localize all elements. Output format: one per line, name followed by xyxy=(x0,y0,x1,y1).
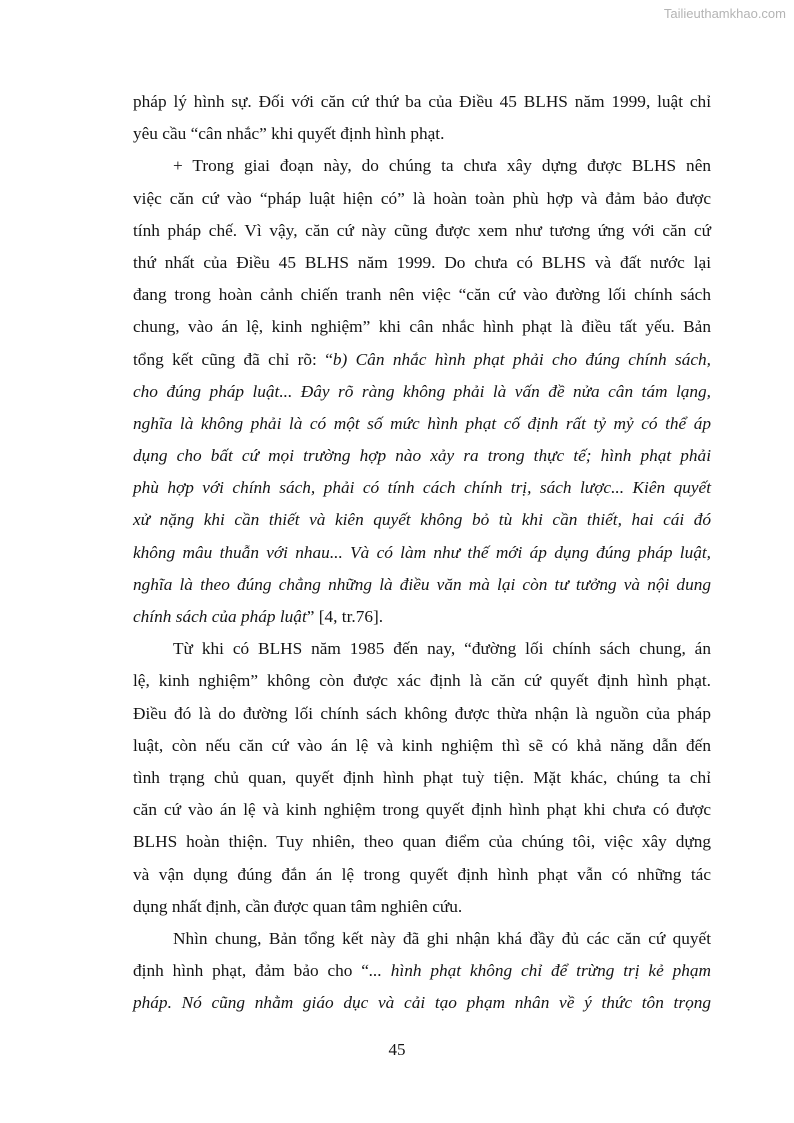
text-run: thứ nhất của Điều 45 BLHS năm 1999. Do chưa có BLHS và đất nước lại xyxy=(133,252,711,272)
text-line xyxy=(133,344,711,376)
italic-run: xử nặng khi cần thiết và kiên quyết không bỏ tù khi cần thiết, hai cái đó xyxy=(133,510,711,530)
text-run: pháp lý hình sự. Đối với căn cứ thứ ba của Điều 45 BLHS năm 1999, luật chỉ xyxy=(133,92,711,111)
text-line xyxy=(133,247,711,279)
text-run: Nhìn chung, Bản tổng kết này đã ghi nhận khá đầy đủ các căn cứ quyết xyxy=(173,928,711,948)
text-line xyxy=(133,859,711,891)
text-run: đang trong hoàn cảnh chiến tranh nên việc “căn cứ vào đường lối chính sách xyxy=(133,285,711,305)
text-line xyxy=(133,311,711,343)
italic-run: ... hình phạt không chỉ để trừng trị kẻ phạm xyxy=(368,961,711,981)
italic-run: nghĩa là theo đúng chẳng những là điều văn mà lại còn tư tưởng và nội dung xyxy=(133,574,711,594)
text-run: BLHS hoàn thiện. Tuy nhiên, theo quan điểm của chúng tôi, việc xây dựng xyxy=(133,832,711,852)
text-line xyxy=(133,150,711,182)
text-run: tình trạng chủ quan, quyết định hình phạt tuỳ tiện. Mặt khác, chúng ta chỉ xyxy=(133,767,711,787)
text-line xyxy=(133,826,711,858)
italic-run: b) Cân nhắc hình phạt phải cho đúng chính sách, xyxy=(332,349,711,369)
page-number: 45 xyxy=(388,1040,406,1059)
text-run: căn cứ vào án lệ và kinh nghiệm trong quyết định hình phạt khi chưa có được xyxy=(133,800,711,820)
text-run: tổng kết cũng đã chỉ rõ: “ xyxy=(133,349,333,369)
text-line xyxy=(133,440,711,472)
body-text xyxy=(133,86,711,1019)
text-line xyxy=(133,762,711,794)
italic-run: nghĩa là không phải là có một số mức hình phạt cố định rất tỷ mỷ có thể áp xyxy=(133,413,711,433)
text-line xyxy=(133,215,711,247)
text-line xyxy=(133,730,711,762)
text-run: định hình phạt, đảm bảo cho “ xyxy=(133,961,369,981)
text-line xyxy=(133,118,711,150)
text-line xyxy=(133,376,711,408)
text-line xyxy=(133,955,711,987)
text-line xyxy=(133,891,711,923)
text-line xyxy=(133,408,711,440)
text-run: và vận dụng đúng đắn án lệ trong quyết định hình phạt vẫn có những tác xyxy=(133,864,711,884)
text-run: + Trong giai đoạn này, do chúng ta chưa xây dựng được BLHS nên xyxy=(173,156,711,176)
text-line xyxy=(133,601,711,633)
italic-run: không mâu thuẫn với nhau... Và có làm như thế mới áp dụng đúng pháp luật, xyxy=(133,542,711,562)
text-run: tính pháp chế. Vì vậy, căn cứ này cũng được xem như tương ứng với căn cứ xyxy=(133,220,711,240)
text-line xyxy=(133,86,711,118)
text-run: ” [4, tr.76]. xyxy=(306,607,384,626)
italic-run: cho đúng pháp luật... Đây rõ ràng không phải là vấn đề nửa cân tám lạng, xyxy=(133,381,711,401)
text-run: luật, còn nếu căn cứ vào án lệ và kinh nghiệm thì sẽ có khả năng dẫn đến xyxy=(133,735,711,755)
text-line xyxy=(133,504,711,536)
italic-run: pháp. Nó cũng nhằm giáo dục và cải tạo phạm nhân về ý thức tôn trọng xyxy=(133,993,711,1013)
italic-run: dụng cho bất cứ mọi trường hợp nào xảy ra trong thực tế; hình phạt phải xyxy=(133,446,711,466)
text-line xyxy=(133,633,711,665)
watermark-text: Tailieuthamkhao.com xyxy=(663,6,786,21)
italic-run: chính sách của pháp luật xyxy=(133,607,307,626)
text-line xyxy=(133,569,711,601)
text-line xyxy=(133,698,711,730)
text-run: dụng nhất định, cần được quan tâm nghiên cứu. xyxy=(133,896,463,916)
text-line xyxy=(133,665,711,697)
text-line xyxy=(133,923,711,955)
text-run: Điều đó là do đường lối chính sách không được thừa nhận là nguồn của pháp xyxy=(133,703,711,723)
text-line xyxy=(133,183,711,215)
text-line xyxy=(133,794,711,826)
text-line xyxy=(133,279,711,311)
text-run: Từ khi có BLHS năm 1985 đến nay, “đường lối chính sách chung, án xyxy=(173,639,711,659)
text-run: yêu cầu “cân nhắc” khi quyết định hình phạt. xyxy=(133,124,445,144)
text-run: lệ, kinh nghiệm” không còn được xác định là căn cứ quyết định hình phạt. xyxy=(133,671,711,691)
italic-run: phù hợp với chính sách, phải có tính cách chính trị, sách lược... Kiên quyết xyxy=(133,478,711,498)
text-line xyxy=(133,987,711,1019)
text-line xyxy=(133,537,711,569)
text-run: chung, vào án lệ, kinh nghiệm” khi cân nhắc hình phạt là điều tất yếu. Bản xyxy=(133,317,711,337)
text-line xyxy=(133,472,711,504)
text-run: việc căn cứ vào “pháp luật hiện có” là hoàn toàn phù hợp và đảm bảo được xyxy=(133,188,711,208)
